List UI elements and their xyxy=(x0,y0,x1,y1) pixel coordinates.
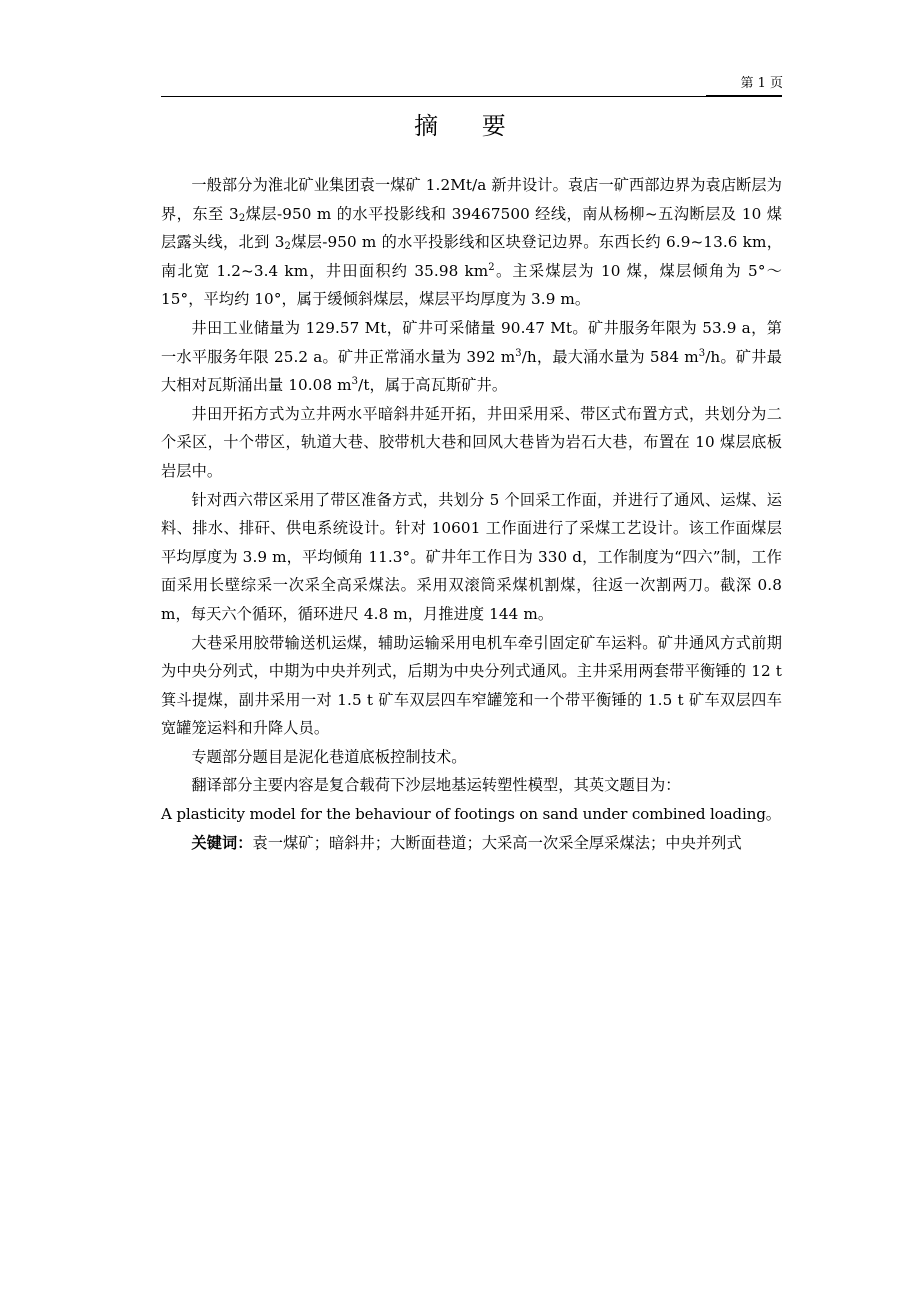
superscript: 3 xyxy=(698,347,706,359)
header-rule-accent xyxy=(706,95,782,97)
abstract-body xyxy=(161,171,782,857)
paragraph-transport-ventilation: 大巷采用胶带输送机运煤，辅助运输采用电机车牵引固定矿车运料。矿井通风方式前期为中央分列式，中期为中央并列式，后期为中央分列式通风。主井采用两套带平衡锤的 12 t 箕斗提煤，副井采用一对 1.5 t 矿车双层四车窄罐笼和一个带平衡锤的 1.5 t 矿车双层四车宽罐笼运料和升降人员。 xyxy=(161,633,782,738)
paragraph-reserves xyxy=(161,314,782,400)
paragraph-text: /h，最大涌水量为 584 m xyxy=(521,347,699,366)
paragraph-working-face: 针对西六带区采用了带区准备方式，共划分 5 个回采工作面，并进行了通风、运煤、运料、排水、排矸、供电系统设计。针对 10601 工作面进行了采煤工艺设计。该工作面煤层平均厚度为 3.9 m，平均倾角 11.3°。矿井年工作日为 330 d，工作制度为“四六”制，工作面采用长壁综采一次采全高采煤法。采用双滚筒采煤机割煤，往返一次割两刀。截深 0.8 m，每天六个循环，循环进尺 4.8 m，月推进度 144 m。 xyxy=(161,490,782,623)
paragraph-translation: 翻译部分主要内容是复合载荷下沙层地基运转塑性模型，其英文题目为： xyxy=(191,776,681,795)
paragraph-english-title: A plasticity model for the behaviour of footings on sand under combined loading。 xyxy=(161,805,781,824)
header-rule xyxy=(161,96,782,97)
paragraph-development: 井田开拓方式为立井两水平暗斜井延开拓，井田采用采、带区式布置方式，共划分为二个采区，十个带区，轨道大巷、胶带机大巷和回风大巷皆为岩石大巷，布置在 10 煤层底板岩层中。 xyxy=(161,404,782,480)
paragraph-special-topic: 专题部分题目是泥化巷道底板控制技术。 xyxy=(191,747,467,766)
subscript: 2 xyxy=(238,212,246,224)
superscript: 2 xyxy=(488,261,495,273)
paragraph-text: /h。矿井最大相对瓦斯涌出量 10.08 m xyxy=(161,347,782,395)
paragraph-general-design xyxy=(161,171,782,314)
superscript: 3 xyxy=(351,376,359,388)
keywords-label: 关键词： xyxy=(191,833,253,852)
subscript: 2 xyxy=(284,241,291,253)
paragraph-text: 井田工业储量为 129.57 Mt，矿井可采储量 90.47 Mt。矿井服务年限为 53.9 a，第一水平服务年限 25.2 a。矿井正常涌水量为 392 m xyxy=(161,318,782,366)
paragraph-text: 。主采煤层为 10 煤，煤层倾角为 5°～15°，平均约 10°，属于缓倾斜煤层，煤层平均厚度为 3.9 m。 xyxy=(161,261,782,309)
paragraph-text: 一般部分为淮北矿业集团袁一煤矿 1.2Mt/a 新井设计。袁店一矿西部边界为袁店断层为界，东至 3 xyxy=(161,176,782,223)
paragraph-text: 煤层-950 m 的水平投影线和区块登记边界。东西长约 6.9~13.6 km，南北宽 1.2~3.4 km，井田面积约 35.98 km xyxy=(161,233,782,280)
paragraph-text: 煤层-950 m 的水平投影线和 39467500 经线，南从杨柳~五沟断层及 10 煤层露头线，北到 3 xyxy=(161,204,783,252)
keywords-line xyxy=(161,829,782,858)
abstract-title: 摘 要 xyxy=(414,112,524,140)
superscript: 3 xyxy=(515,347,522,359)
page-number-header: 第 1 页 xyxy=(740,76,783,91)
paragraph-text: /t，属于高瓦斯矿井。 xyxy=(358,376,508,395)
keywords-text: 袁一煤矿；暗斜井；大断面巷道；大采高一次采全厚采煤法；中央并列式 xyxy=(252,833,742,852)
